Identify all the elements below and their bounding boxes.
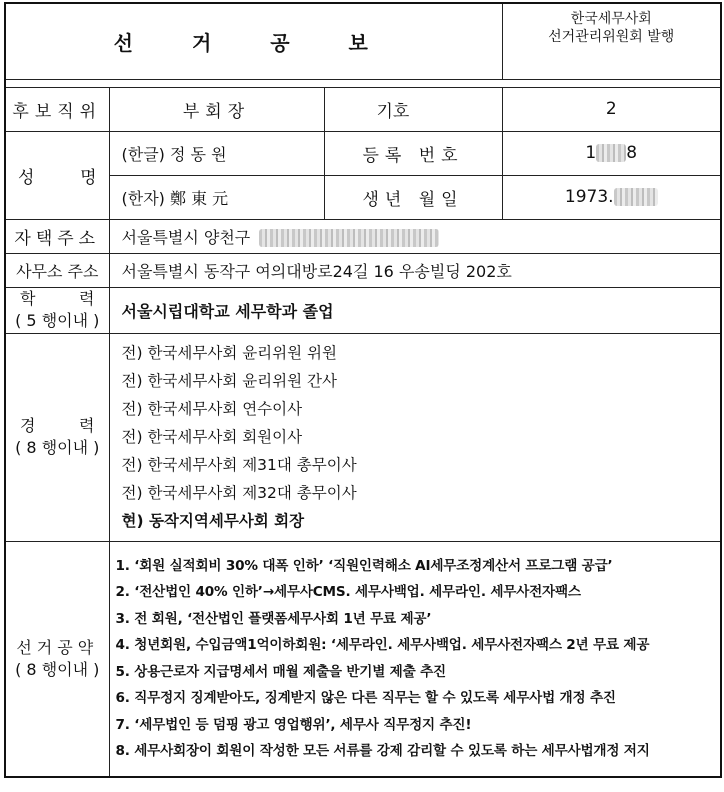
korean-name-cell	[109, 131, 324, 175]
spacer	[5, 79, 721, 87]
birth-date-cell	[502, 175, 721, 219]
pledge-item: 5. 상용근로자 지급명세서 매월 제출을 반기별 제출 추진	[115, 663, 446, 680]
symbol-label: 기호	[376, 101, 410, 122]
pledge-item: 7. ‘세무법인 등 덤핑 광고 영업행위’, 세무사 직무정지 추진!	[115, 716, 472, 733]
pledge-item: 3. 전 회원, ‘전산법인 플랫폼세무사회 1년 무료 제공’	[115, 610, 432, 627]
pledges-list	[109, 541, 721, 777]
redacted-reg-number	[596, 144, 626, 162]
career-item: 전) 한국세무사회 윤리위원 위원	[121, 344, 337, 362]
career-item: 전) 한국세무사회 제31대 총무이사	[121, 456, 357, 474]
page-title: 선 거 공 보	[5, 3, 502, 79]
career-item: 전) 한국세무사회 연수이사	[121, 400, 303, 418]
hanja-prefix: (한자)	[121, 188, 165, 208]
career-label-right: 력	[79, 416, 95, 435]
pledge-item: 6. 직무정지 징계받아도, 징계받지 않은 다른 직무는 할 수 있도록 세무사법 개정 추진	[115, 690, 616, 707]
career-item: 전) 한국세무사회 제32대 총무이사	[121, 484, 357, 502]
education-value: 서울시립대학교 세무학과 졸업	[109, 287, 721, 333]
career-limit: ( 8 행이내 )	[15, 438, 100, 457]
office-address-label: 사무소 주소	[5, 253, 109, 287]
redacted-home-address	[259, 229, 439, 247]
career-label-left: 경	[20, 416, 36, 435]
issuer-org: 한국세무사회	[570, 11, 652, 27]
position-value: 부회장	[109, 87, 324, 131]
name-hanja-row	[5, 175, 721, 219]
reg-number-end: 8	[626, 143, 638, 163]
hanja-name-cell	[109, 175, 324, 219]
position-label: 후보직위	[5, 87, 109, 131]
pledge-item: 4. 청년회원, 수입금액1억이하회원: ‘세무라인. 세무사백업. 세무사전자팩스 2년 무료 제공	[115, 637, 650, 654]
name-label-right: 명	[80, 167, 97, 188]
birth-date-label: 생년 월일	[324, 175, 502, 219]
reg-number-start: 1	[585, 143, 597, 163]
office-address-value: 서울특별시 동작구 여의대방로24길 16 우송빌딩 202호	[109, 253, 721, 287]
pledge-item: 1. ‘회원 실적회비 30% 대폭 인하’ ‘직원인력해소 AI세무조정계산서 프로그램 공급’	[115, 557, 613, 574]
reg-number-label: 등록 번호	[324, 131, 502, 175]
symbol-value: 2	[502, 87, 721, 131]
pledges-limit: ( 8 행이내 )	[15, 659, 100, 679]
office-address-row	[5, 253, 721, 287]
career-item: 전) 한국세무사회 회원이사	[121, 428, 303, 446]
korean-name: 정 동 원	[170, 144, 227, 164]
name-korean-row	[5, 131, 721, 175]
education-label-right: 력	[79, 289, 95, 308]
issuer-committee: 선거관리위원회 발행	[548, 29, 675, 45]
election-bulletin	[4, 2, 720, 788]
issuer-box	[502, 3, 721, 79]
reg-number-cell	[502, 131, 721, 175]
name-label-cell	[5, 131, 109, 219]
bulletin-table	[4, 2, 722, 778]
position-row	[5, 87, 721, 131]
education-label-cell	[5, 287, 109, 333]
header-row	[5, 3, 721, 79]
pledges-label: 선거공약	[16, 637, 99, 657]
career-item: 전) 한국세무사회 윤리위원 간사	[121, 372, 337, 390]
education-label-left: 학	[20, 289, 36, 308]
redacted-birth-date	[614, 188, 658, 206]
hanja-name: 鄭 東 元	[170, 188, 229, 208]
career-label-cell	[5, 333, 109, 541]
career-row	[5, 333, 721, 541]
home-address-value: 서울특별시 양천구	[121, 227, 251, 247]
birth-date-year: 1973.	[564, 187, 614, 207]
korean-prefix: (한글)	[121, 144, 165, 164]
home-address-label: 자택주소	[5, 219, 109, 253]
education-row	[5, 287, 721, 333]
pledges-label-cell	[5, 541, 109, 777]
career-list	[109, 333, 721, 541]
symbol-label-cell	[324, 87, 502, 131]
home-address-row	[5, 219, 721, 253]
pledges-row	[5, 541, 721, 777]
career-item-current: 현) 동작지역세무사회 회장	[121, 512, 305, 530]
pledge-item: 2. ‘전산법인 40% 인하’→세무사CMS. 세무사백업. 세무라인. 세무사전자팩스	[115, 584, 581, 601]
education-limit: ( 5 행이내 )	[15, 311, 100, 330]
home-address-cell	[109, 219, 721, 253]
pledge-item: 8. 세무사회장이 회원이 작성한 모든 서류를 강제 감리할 수 있도록 하는 세무사법개정 저지	[115, 743, 650, 760]
name-label-left: 성	[18, 167, 35, 188]
